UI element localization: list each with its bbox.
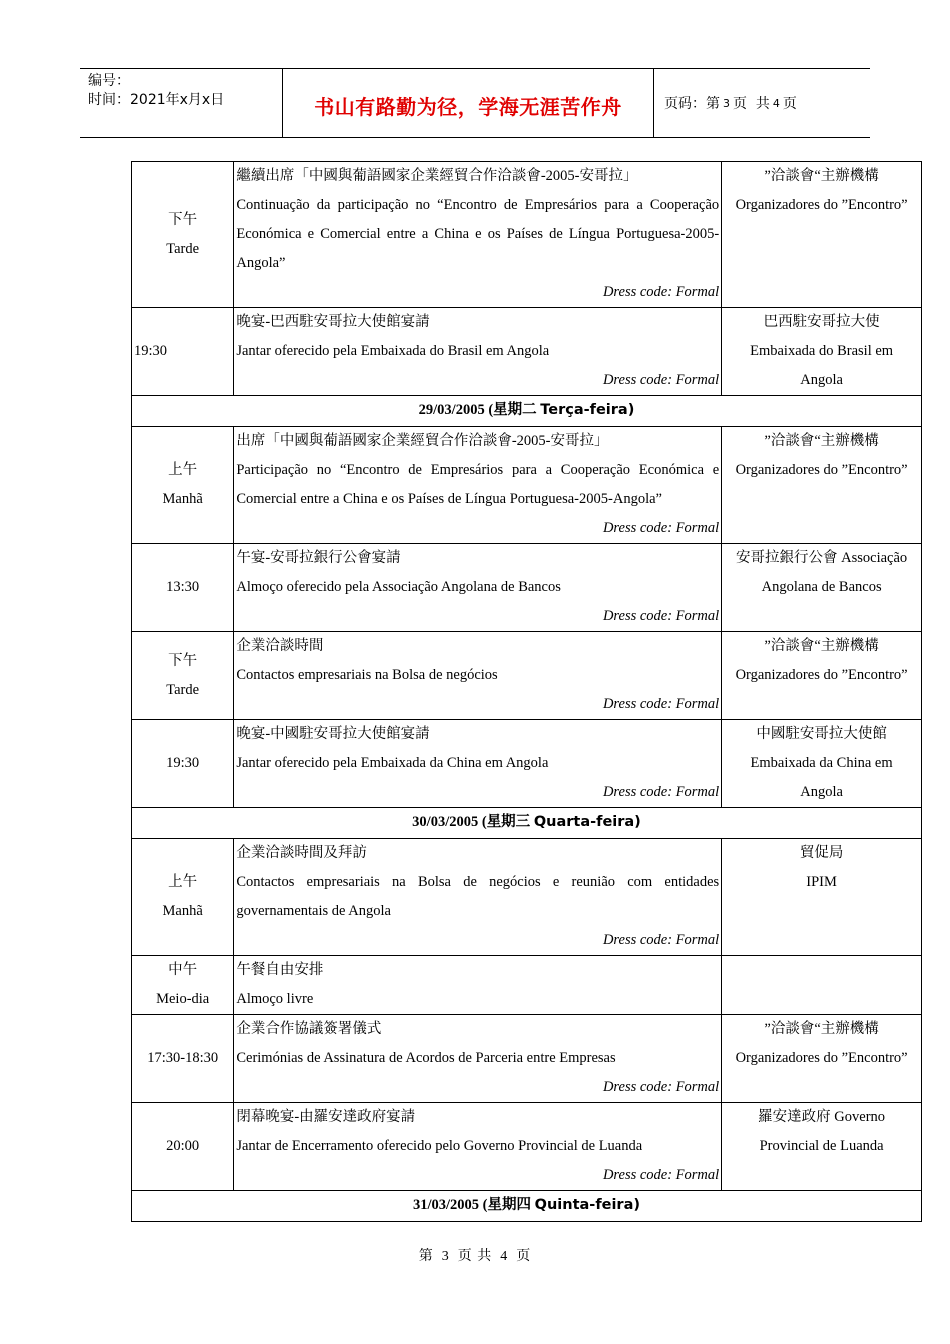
schedule-row <box>132 162 922 308</box>
organizer-line: ”洽談會“主辦機構 <box>764 1021 879 1037</box>
time-line: Manhã <box>162 491 203 507</box>
date-heading <box>132 808 922 839</box>
time-cell <box>132 720 234 808</box>
description-pt: Contactos empresariais na Bolsa de negócios e reunião com entidades governamentais de Angola <box>236 874 720 919</box>
page-current: 3 <box>723 96 730 110</box>
description-zh: 晚宴-巴西駐安哥拉大使館宴請 <box>236 314 430 330</box>
organizer-line: Embaixada do Brasil em <box>750 343 894 359</box>
page-footer <box>0 1245 950 1265</box>
organizer-line: Organizadores do ”Encontro” <box>735 462 908 478</box>
schedule-row <box>132 308 922 396</box>
time-line: 19:30 <box>166 755 200 771</box>
organizer-line: ”洽談會“主辦機構 <box>764 433 879 449</box>
organizer-line: 中國駐安哥拉大使館 <box>756 726 887 742</box>
organizer-cell <box>722 720 922 808</box>
time-cell <box>132 308 234 396</box>
weekday-pt: Terça-feira) <box>540 402 635 418</box>
time-line: 上午 <box>168 874 198 890</box>
description-pt: Participação no “Encontro de Empresários para a Cooperação Económica e Comercial entre a China e os Países de Língua Portuguesa-2005-Angola” <box>236 462 720 507</box>
description-zh: 午餐自由安排 <box>236 962 324 978</box>
dress-code: Dress code: Formal <box>602 784 720 800</box>
time-cell <box>132 427 234 544</box>
date-row <box>132 396 922 427</box>
weekday-zh: 星期三 <box>486 814 531 830</box>
date-heading <box>132 1191 922 1222</box>
footer-suffix: 页 <box>516 1249 532 1264</box>
organizer-line: Provincial de Luanda <box>759 1138 884 1154</box>
description-cell <box>234 1103 722 1191</box>
weekday-zh: 星期四 <box>487 1197 532 1213</box>
description-cell <box>234 632 722 720</box>
organizer-line: IPIM <box>806 874 837 890</box>
description-zh: 午宴-安哥拉銀行公會宴請 <box>236 550 401 566</box>
description-zh: 企業合作協議簽署儀式 <box>236 1021 382 1037</box>
description-pt: Contactos empresariais na Bolsa de negócios <box>236 667 498 683</box>
footer-prefix: 第 <box>418 1249 434 1264</box>
description-zh: 繼續出席「中國與葡語國家企業經貿合作洽談會-2005-安哥拉」 <box>236 168 638 184</box>
organizer-line: 巴西駐安哥拉大使 <box>763 314 880 330</box>
dress-code: Dress code: Formal <box>602 284 720 300</box>
time-line: 17:30-18:30 <box>147 1050 219 1066</box>
time-cell <box>132 544 234 632</box>
time-line: 上午 <box>168 462 198 478</box>
header-page-number <box>654 69 870 137</box>
description-pt: Cerimónias de Assinatura de Acordos de Parceria entre Empresas <box>236 1050 616 1066</box>
description-cell <box>234 720 722 808</box>
schedule-row <box>132 1103 922 1191</box>
time-line: Manhã <box>162 903 203 919</box>
time-line: 20:00 <box>166 1138 200 1154</box>
description-zh: 晚宴-中國駐安哥拉大使館宴請 <box>236 726 430 742</box>
date-row <box>132 1191 922 1222</box>
organizer-cell <box>722 544 922 632</box>
organizer-line: ”洽談會“主辦機構 <box>764 638 879 654</box>
description-zh: 企業洽談時間 <box>236 638 324 654</box>
organizer-line: Angola <box>800 372 843 388</box>
schedule-row <box>132 839 922 956</box>
page-prefix: 页码：第 <box>664 96 720 112</box>
dress-code: Dress code: Formal <box>602 520 720 536</box>
time-cell <box>132 1015 234 1103</box>
time-cell <box>132 839 234 956</box>
description-cell <box>234 956 722 1015</box>
description-zh: 閉幕晚宴-由羅安達政府宴請 <box>236 1109 416 1125</box>
date-label: 时间：2021年x月x日 <box>88 92 225 108</box>
organizer-line: 貿促局 <box>799 845 844 861</box>
dress-code: Dress code: Formal <box>602 932 720 948</box>
organizer-line: Angolana de Bancos <box>761 579 882 595</box>
description-zh: 企業洽談時間及拜訪 <box>236 845 367 861</box>
time-line: 13:30 <box>166 579 200 595</box>
weekday-zh: 星期二 <box>493 402 537 418</box>
dress-code: Dress code: Formal <box>602 1167 720 1183</box>
organizer-line: ”洽談會“主辦機構 <box>764 168 879 184</box>
organizer-cell <box>722 1103 922 1191</box>
time-line: Tarde <box>166 240 200 257</box>
description-pt: Jantar oferecido pela Embaixada da China em Angola <box>236 755 549 771</box>
footer-total: 4 <box>500 1249 509 1264</box>
organizer-line: 安哥拉銀行公會 Associação <box>736 550 908 566</box>
time-line: 下午 <box>168 652 198 669</box>
schedule-row <box>132 632 922 720</box>
dress-code: Dress code: Formal <box>602 372 720 388</box>
organizer-line: 羅安達政府 Governo <box>758 1109 886 1125</box>
description-pt: Jantar oferecido pela Embaixada do Brasil em Angola <box>236 343 550 359</box>
schedule-row <box>132 956 922 1015</box>
date-text: 29/03/2005 ( <box>418 402 494 418</box>
description-pt: Jantar de Encerramento oferecido pelo Governo Provincial de Luanda <box>236 1138 643 1154</box>
date-text: 30/03/2005 ( <box>412 814 487 830</box>
organizer-cell <box>722 162 922 308</box>
description-cell <box>234 839 722 956</box>
time-line: Tarde <box>166 681 200 698</box>
time-line: 中午 <box>168 962 198 978</box>
time-cell <box>132 162 234 308</box>
organizer-line: Organizadores do ”Encontro” <box>735 197 908 213</box>
organizer-line: Organizadores do ”Encontro” <box>735 1050 908 1066</box>
time-line: 下午 <box>168 211 198 228</box>
schedule-row <box>132 1015 922 1103</box>
schedule-table <box>131 161 922 1222</box>
organizer-cell <box>722 632 922 720</box>
page-mid: 页 共 <box>733 96 770 112</box>
schedule-row <box>132 544 922 632</box>
page-suffix: 页 <box>782 96 797 112</box>
description-cell <box>234 544 722 632</box>
organizer-cell <box>722 308 922 396</box>
dress-code: Dress code: Formal <box>602 1079 720 1095</box>
description-pt: Continuação da participação no “Encontro de Empresários para a Cooperação Económica e Comercial entre a China e os Países de Língua Portuguesa-2005-Angola” <box>236 197 720 271</box>
description-cell <box>234 308 722 396</box>
organizer-cell <box>722 956 922 1015</box>
time-cell <box>132 632 234 720</box>
time-line: Meio-dia <box>156 991 210 1007</box>
organizer-cell <box>722 839 922 956</box>
organizer-line: Organizadores do ”Encontro” <box>735 667 908 683</box>
footer-current: 3 <box>441 1249 450 1264</box>
description-zh: 出席「中國與葡語國家企業經貿合作洽談會-2005-安哥拉」 <box>236 433 609 449</box>
description-cell <box>234 162 722 308</box>
time-line: 19:30 <box>134 343 168 359</box>
schedule-row <box>132 720 922 808</box>
time-cell <box>132 956 234 1015</box>
weekday-pt: Quarta-feira) <box>533 814 641 830</box>
organizer-cell <box>722 1015 922 1103</box>
date-row <box>132 808 922 839</box>
dress-code: Dress code: Formal <box>602 696 720 712</box>
time-cell <box>132 1103 234 1191</box>
footer-mid: 页 共 <box>457 1249 493 1264</box>
schedule-row <box>132 427 922 544</box>
description-pt: Almoço oferecido pela Associação Angolana de Bancos <box>236 579 561 595</box>
dress-code: Dress code: Formal <box>602 608 720 624</box>
page-header <box>80 68 870 138</box>
organizer-line: Angola <box>800 784 843 800</box>
organizer-line: Embaixada da China em <box>750 755 893 771</box>
header-motto: 书山有路勤为径，学海无涯苦作舟 <box>282 69 654 137</box>
weekday-pt: Quinta-feira) <box>534 1197 640 1213</box>
description-cell <box>234 427 722 544</box>
date-heading <box>132 396 922 427</box>
header-meta <box>80 69 282 137</box>
description-pt: Almoço livre <box>236 991 314 1007</box>
page-total: 4 <box>772 96 780 110</box>
date-text: 31/03/2005 ( <box>413 1197 488 1213</box>
description-cell <box>234 1015 722 1103</box>
number-label: 编号： <box>88 73 130 89</box>
organizer-cell <box>722 427 922 544</box>
